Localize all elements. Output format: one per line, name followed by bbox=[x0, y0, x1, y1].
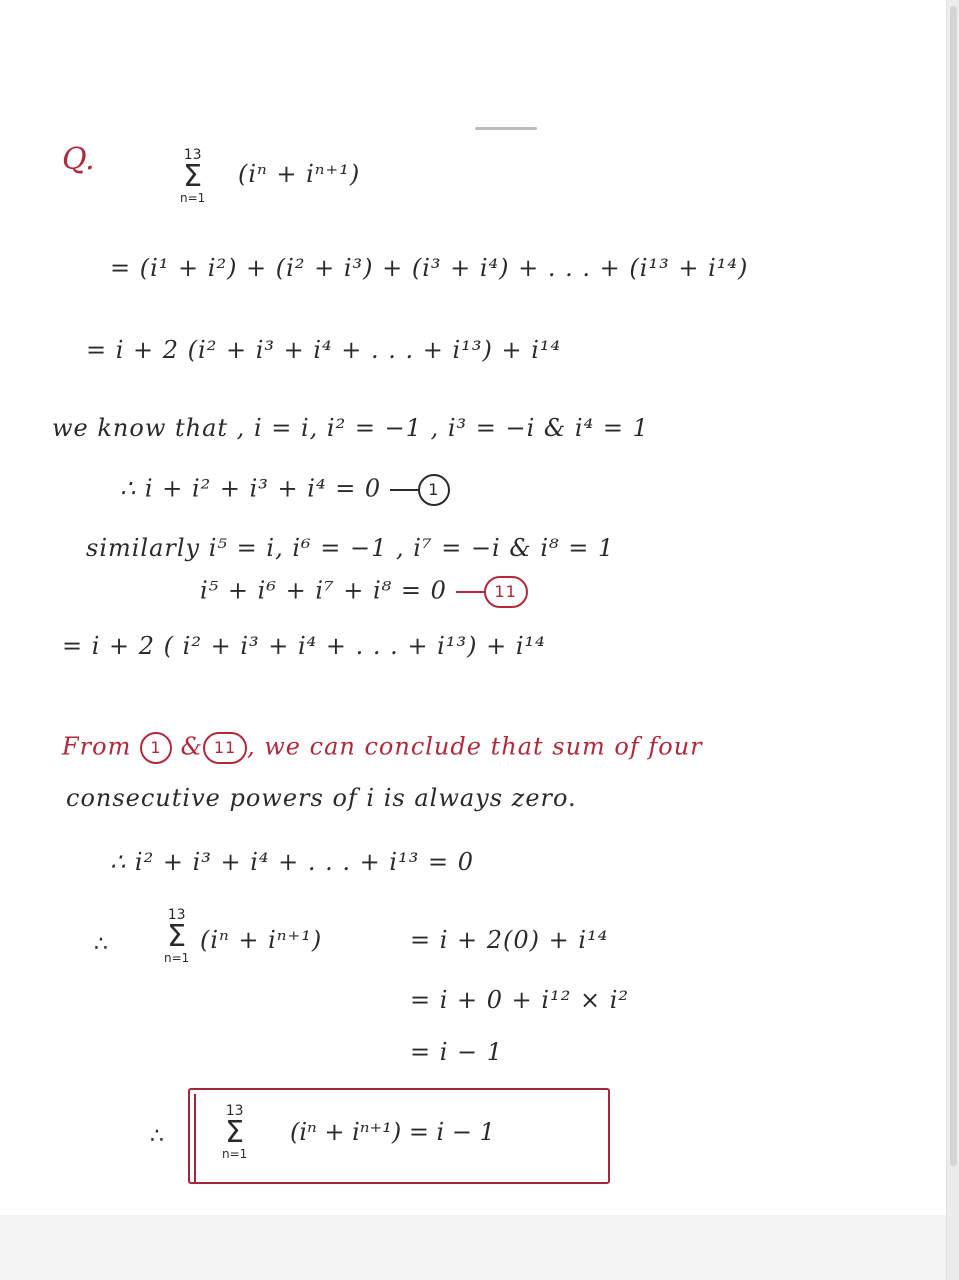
scrollbar-thumb[interactable] bbox=[950, 6, 957, 1166]
sum-upper-limit: 13 bbox=[183, 147, 202, 163]
sum-upper-limit: 13 bbox=[225, 1103, 244, 1119]
title-expression: (iⁿ + iⁿ⁺¹) bbox=[238, 160, 361, 188]
result-eq-2: i⁵ + i⁶ + i⁷ + i⁸ = 0 bbox=[200, 576, 447, 605]
summation-2 bbox=[164, 908, 189, 964]
eq-marker-2: 11 bbox=[484, 576, 528, 608]
summation-2-expr: (iⁿ + iⁿ⁺¹) bbox=[200, 926, 323, 954]
therefore-symbol: ∴ bbox=[150, 1124, 164, 1149]
vertical-scrollbar[interactable] bbox=[946, 0, 959, 1280]
answer-box-edge bbox=[194, 1094, 196, 1184]
sum-lower-limit: n=1 bbox=[222, 1147, 248, 1161]
conclusion-line-2: consecutive powers of i is always zero. bbox=[66, 784, 577, 812]
answer-summation bbox=[222, 1104, 247, 1160]
step-line-2: = i + 2 (i² + i³ + i⁴ + . . . + i¹³) + i¹⁴ bbox=[86, 336, 562, 364]
conclusion-line bbox=[62, 732, 703, 764]
final-answer-text: (iⁿ + iⁿ⁺¹) = i − 1 bbox=[290, 1118, 495, 1146]
conclusion-text: , we can conclude that sum of four bbox=[247, 732, 703, 761]
question-label: Q. bbox=[62, 142, 95, 177]
sum-lower-limit: n=1 bbox=[164, 951, 190, 965]
step-line-1: = (i¹ + i²) + (i² + i³) + (i³ + i⁴) + . . . + (i¹³ + i¹⁴) bbox=[110, 254, 749, 282]
sum-upper-limit: 13 bbox=[167, 907, 186, 923]
sigma-symbol: Σ bbox=[183, 159, 203, 194]
sigma-symbol: Σ bbox=[225, 1115, 245, 1150]
step-line-3: = i + 2 ( i² + i³ + i⁴ + . . . + i¹³) + i¹⁴ bbox=[62, 632, 546, 660]
known-values-line: we know that , i = i, i² = −1 , i³ = −i & i⁴ = 1 bbox=[52, 414, 649, 442]
powers-sum-line: ∴ i² + i³ + i⁴ + . . . + i¹³ = 0 bbox=[110, 848, 474, 876]
eq-marker-1: 1 bbox=[418, 474, 450, 506]
similarly-line: similarly i⁵ = i, i⁶ = −1 , i⁷ = −i & i⁸ = 1 bbox=[86, 534, 615, 562]
result-line-1 bbox=[120, 474, 450, 506]
dash-mark bbox=[390, 489, 418, 491]
summation-2-rhs: = i + 2(0) + i¹⁴ bbox=[410, 926, 609, 954]
simplify-line-1: = i + 0 + i¹² × i² bbox=[410, 986, 629, 1014]
therefore-symbol: ∴ bbox=[94, 932, 108, 957]
dash-mark bbox=[456, 591, 484, 593]
sum-lower-limit: n=1 bbox=[180, 191, 206, 205]
and-word: & bbox=[180, 732, 203, 761]
ref-marker-1: 1 bbox=[140, 732, 172, 764]
simplify-line-2: = i − 1 bbox=[410, 1038, 504, 1066]
title-summation bbox=[180, 148, 205, 204]
result-eq-1: ∴ i + i² + i³ + i⁴ = 0 bbox=[120, 474, 382, 503]
from-word: From bbox=[62, 732, 132, 761]
ref-marker-2: 11 bbox=[203, 732, 247, 764]
pencil-mark bbox=[475, 127, 537, 130]
sigma-symbol: Σ bbox=[167, 919, 187, 954]
result-line-2 bbox=[200, 576, 528, 608]
